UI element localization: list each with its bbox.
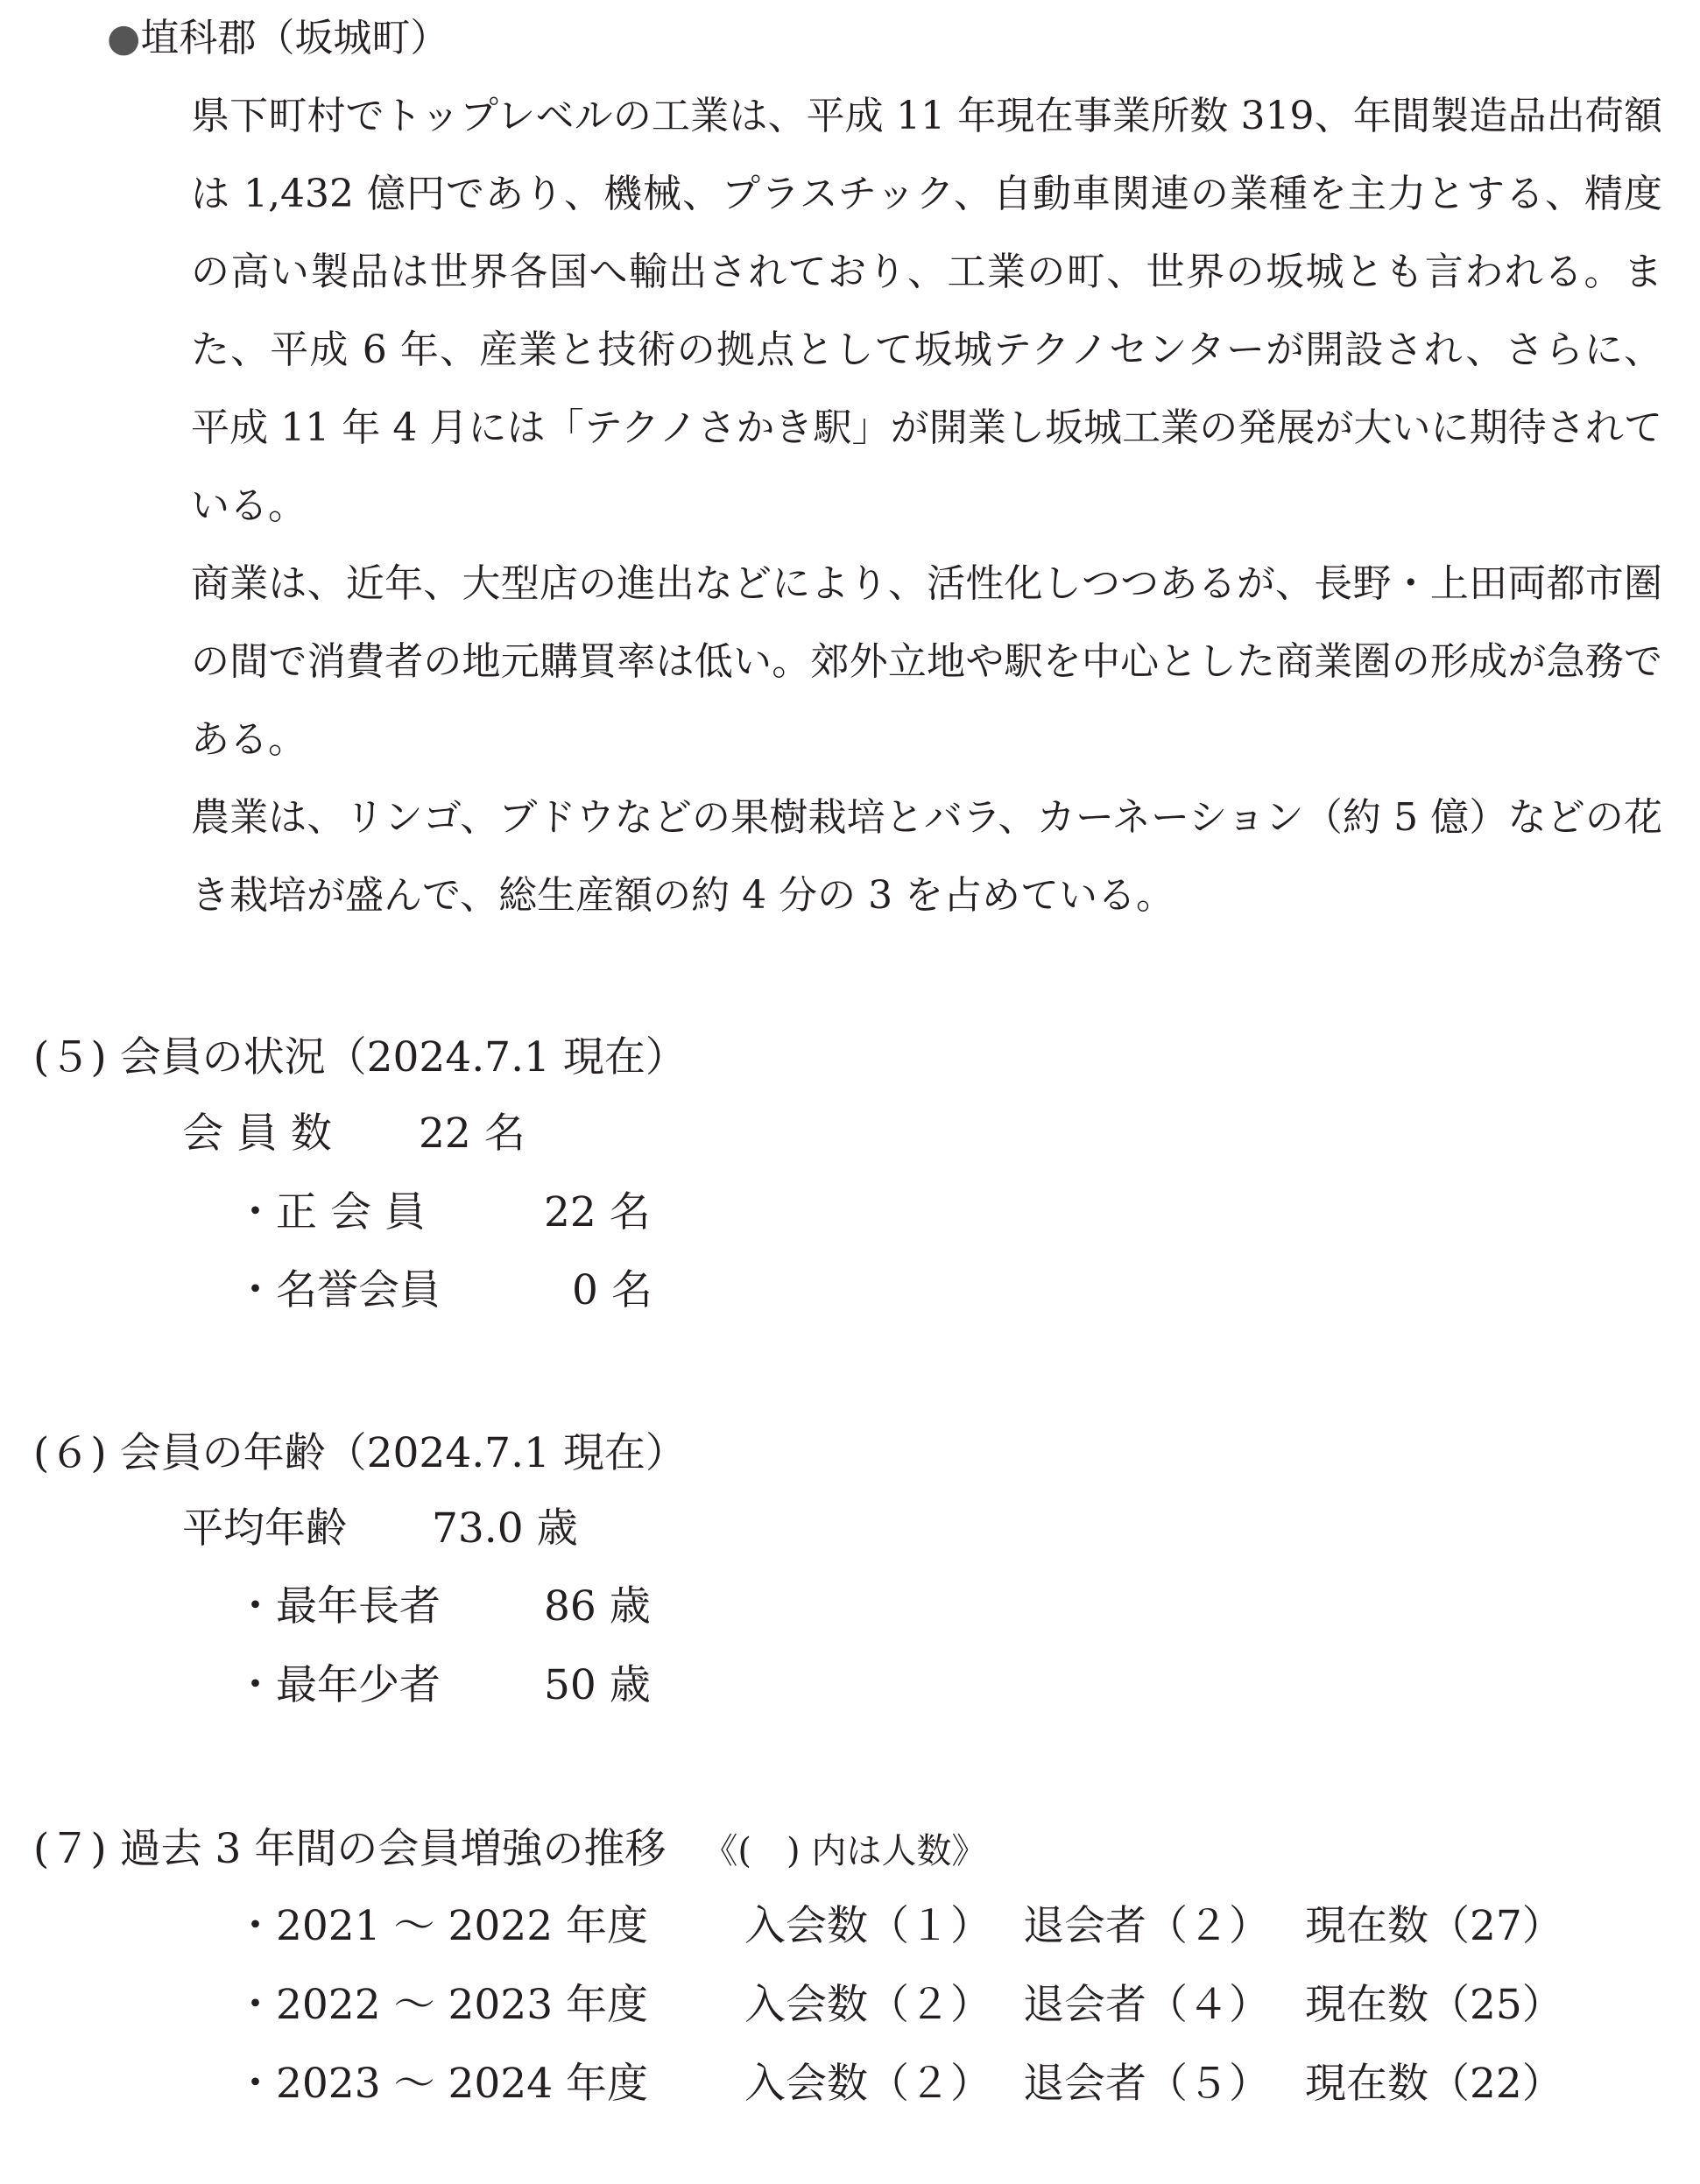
trend-left: 退会者（５） xyxy=(1023,2060,1270,2108)
commerce-paragraph: 商業は、近年、大型店の進出などにより、活性化しつつあるが、長野・上田両都市圏の間で消費者の地元購買率は低い。郊外立地や駅を中心とした商業圏の形成が急務である。 xyxy=(191,561,1662,762)
trend-current: 現在数（27） xyxy=(1305,1902,1563,1950)
age-oldest-label: ・最年長者 xyxy=(235,1582,441,1631)
trend-period: ・2021 ～ 2022 年度 xyxy=(235,1902,649,1950)
members-total-value: 22 名 xyxy=(419,1110,526,1158)
members-honorary-value: 0 名 xyxy=(572,1266,652,1314)
trend-left: 退会者（４） xyxy=(1023,1981,1270,2029)
bullet-icon: ● xyxy=(107,16,141,60)
trend-current: 現在数（22） xyxy=(1305,2060,1563,2108)
age-youngest-value: 50 歳 xyxy=(544,1661,651,1709)
members-section-heading: (５) 会員の状況（2024.7.1 現在） xyxy=(33,1033,687,1081)
members-regular-value: 22 名 xyxy=(544,1188,651,1236)
trend-heading-text: (７) 過去 3 年間の会員増強の推移 xyxy=(33,1825,667,1873)
members-honorary-label: ・名誉会員 xyxy=(235,1266,441,1314)
trend-joined: 入会数（１） xyxy=(744,1902,991,1950)
industry-paragraph: 県下町村でトップレベルの工業は、平成 11 年現在事業所数 319、年間製造品出荷額は 1,432 億円であり、機械、プラスチック、自動車関連の業種を主力とする、精度の高い製品は世界各国へ輸出されており、工業の町、世界の坂城とも言われる。また、平成 6 年、産業と技術の拠点として坂城テクノセンターが開設され、さらに、平成 11 年 4 月には「テクノさかき駅」が開業し坂城工業の発展が大いに期待されている。 xyxy=(191,94,1662,528)
region-heading xyxy=(107,12,448,65)
trend-period: ・2023 ～ 2024 年度 xyxy=(235,2060,649,2108)
trend-joined: 入会数（２） xyxy=(744,2060,991,2108)
members-total-label: 会 員 数 xyxy=(182,1110,332,1158)
trend-note: 《( ) 内は人数》 xyxy=(702,1831,987,1871)
agriculture-paragraph: 農業は、リンゴ、ブドウなどの果樹栽培とバラ、カーネーション（約 5 億）などの花き栽培が盛んで、総生産額の約 4 分の 3 を占めている。 xyxy=(191,795,1662,918)
age-oldest-value: 86 歳 xyxy=(544,1582,651,1631)
trend-period: ・2022 ～ 2023 年度 xyxy=(235,1981,649,2029)
trend-left: 退会者（２） xyxy=(1023,1902,1270,1950)
age-section-heading: (６) 会員の年齢（2024.7.1 現在） xyxy=(33,1429,687,1477)
trend-section-heading xyxy=(33,1823,986,1878)
region-heading-text: 埴科郡（坂城町） xyxy=(140,16,449,60)
trend-joined: 入会数（２） xyxy=(744,1981,991,2029)
age-average-label: 平均年齢 xyxy=(182,1504,347,1553)
age-average-value: 73.0 歳 xyxy=(432,1504,578,1553)
age-youngest-label: ・最年少者 xyxy=(235,1661,441,1709)
members-regular-label: ・正 会 員 xyxy=(235,1188,426,1236)
trend-current: 現在数（25） xyxy=(1305,1981,1563,2029)
